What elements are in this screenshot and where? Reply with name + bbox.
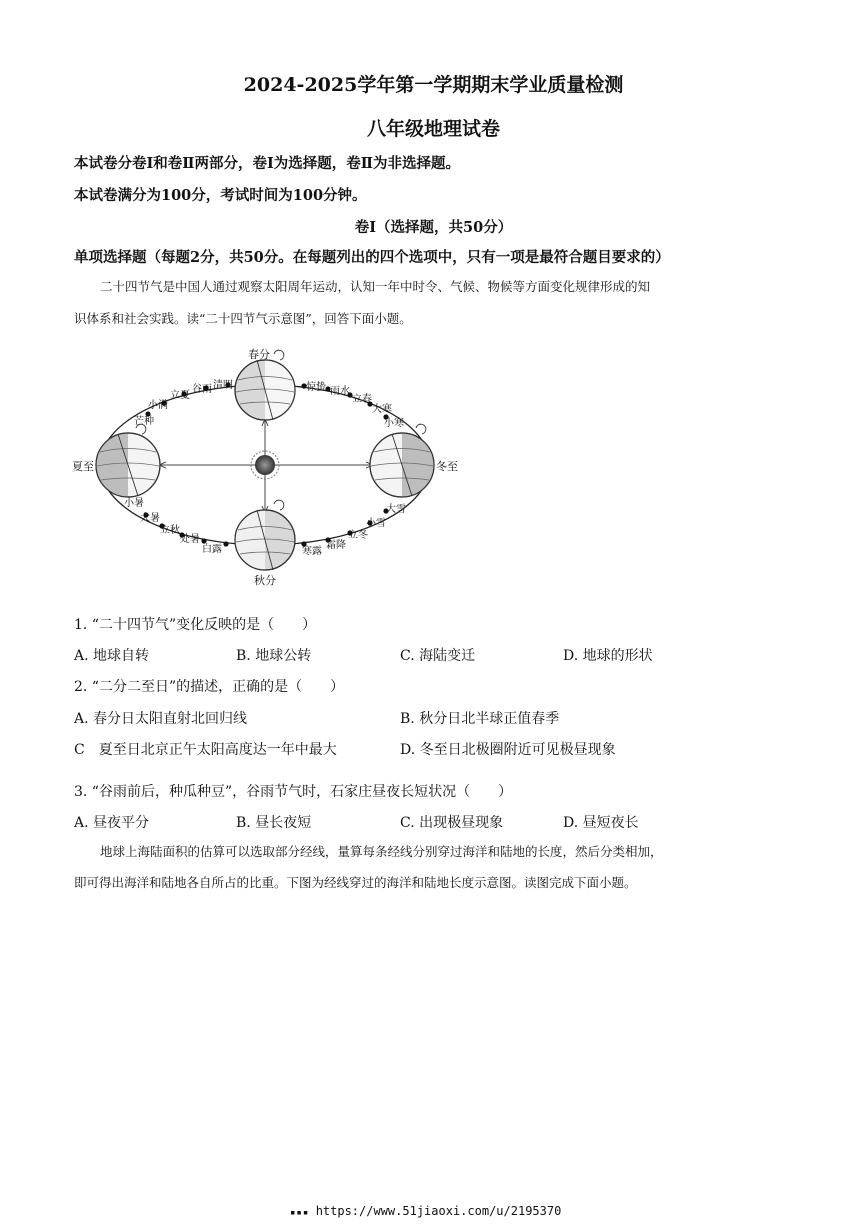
label-yushui: 雨水 <box>330 386 350 397</box>
label-spring-equinox: 春分 <box>248 348 270 361</box>
earth-summer-globe <box>96 424 160 497</box>
label-xiaoman: 小满 <box>148 400 168 411</box>
question-3-stem: 3. “谷雨前后，种瓜种豆”，谷雨节气时，石家庄昼夜长短状况（ ） <box>74 784 513 800</box>
label-lichun: 立春 <box>352 394 372 405</box>
label-liqiu: 立秋 <box>160 525 180 536</box>
question-1-option-d[interactable]: D. 地球的形状 <box>563 648 653 664</box>
exam-subtitle: 八年级地理试卷 <box>366 118 500 140</box>
label-hanlu: 寒露 <box>302 546 322 557</box>
label-lixia: 立夏 <box>170 390 190 401</box>
question-2-option-d[interactable]: D. 冬至日北极圈附近可见极昼现象 <box>400 742 616 758</box>
label-autumn-equinox: 秋分 <box>254 574 276 587</box>
label-winter-solstice: 冬至 <box>436 460 458 473</box>
label-summer-solstice: 夏至 <box>72 460 94 473</box>
label-mangzhong: 芒种 <box>134 416 154 427</box>
label-daxue: 大雪 <box>386 504 406 515</box>
section-directions: 单项选择题（每题2分，共50分。在每题列出的四个选项中，只有一项是最符合题目要求的） <box>74 249 670 266</box>
passage-1-line-2: 识体系和社会实践。读“二十四节气示意图”，回答下面小题。 <box>74 311 412 326</box>
footer-url[interactable] <box>290 1204 561 1218</box>
passage-2-line-1: 地球上海陆面积的估算可以选取部分经线，量算每条经线分别穿过海洋和陆地的长度，然后分类相加， <box>100 844 663 859</box>
label-xiaoxue: 小雪 <box>366 518 386 529</box>
label-dahan: 大寒 <box>372 404 392 415</box>
question-2-stem: 2. “二分二至日”的描述，正确的是（ ） <box>74 679 345 695</box>
question-3-option-a[interactable]: A. 昼夜平分 <box>74 815 150 831</box>
footer-dots-icon: ▪▪▪ <box>290 1208 316 1218</box>
label-xiaohan: 小寒 <box>384 418 404 429</box>
footer-url-text[interactable]: https://www.51jiaoxi.com/u/2195370 <box>315 1204 562 1218</box>
instruction-line-1: 本试卷分卷Ⅰ和卷Ⅱ两部分，卷Ⅰ为选择题，卷Ⅱ为非选择题。 <box>74 155 461 172</box>
label-xiaoshu: 小暑 <box>124 498 144 509</box>
question-1-option-a[interactable]: A. 地球自转 <box>74 648 150 664</box>
question-3-option-c[interactable]: C. 出现极昼现象 <box>400 815 504 831</box>
label-dashu: 大暑 <box>140 513 160 524</box>
exam-title: 2024-2025学年第一学期期末学业质量检测 <box>243 74 624 96</box>
question-3-option-d[interactable]: D. 昼短夜长 <box>563 815 639 831</box>
question-2-option-c[interactable]: C 夏至日北京正午太阳高度达一年中最大 <box>74 742 337 758</box>
question-1-option-c[interactable]: C. 海陆变迁 <box>400 648 476 664</box>
question-2-option-a[interactable]: A. 春分日太阳直射北回归线 <box>74 711 248 727</box>
label-bailu: 白露 <box>202 544 222 555</box>
earth-autumn-globe <box>235 500 295 570</box>
label-lidong: 立冬 <box>348 530 368 541</box>
label-qingming: 清明 <box>213 380 233 391</box>
sun-icon <box>251 451 279 479</box>
question-1-option-b[interactable]: B. 地球公转 <box>236 648 312 664</box>
label-shuangjiang: 霜降 <box>326 540 346 551</box>
question-1-stem: 1. “二十四节气”变化反映的是（ ） <box>74 617 317 633</box>
passage-1-line-1: 二十四节气是中国人通过观察太阳周年运动，认知一年中时令、气候、物候等方面变化规律形成的知 <box>100 279 651 294</box>
solar-terms-diagram <box>60 340 480 590</box>
label-chushu: 处暑 <box>180 534 200 545</box>
instruction-line-2: 本试卷满分为100分，考试时间为100分钟。 <box>74 187 367 204</box>
question-2-option-b[interactable]: B. 秋分日北半球正值春季 <box>400 711 560 727</box>
passage-2-line-2: 即可得出海洋和陆地各自所占的比重。下图为经线穿过的海洋和陆地长度示意图。读图完成下面小题。 <box>74 875 637 890</box>
label-jingzhe: 惊蛰 <box>306 382 326 393</box>
section-title: 卷Ⅰ（选择题，共50分） <box>354 219 513 236</box>
label-guyu: 谷雨 <box>192 384 212 395</box>
earth-winter-globe <box>370 424 434 497</box>
question-3-option-b[interactable]: B. 昼长夜短 <box>236 815 312 831</box>
